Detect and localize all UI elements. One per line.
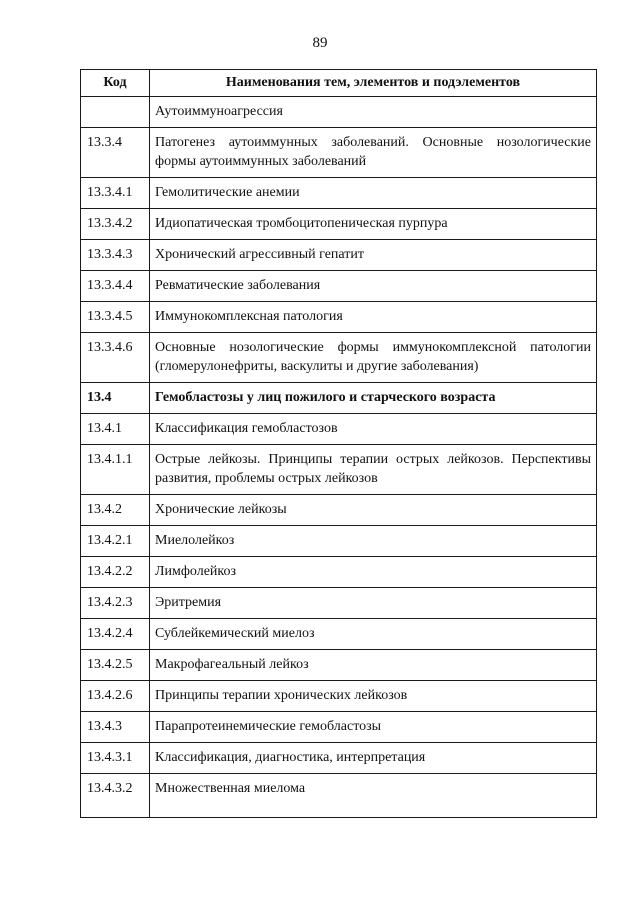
row-name: Гемолитические анемии [150, 178, 597, 209]
row-name: Эритремия [150, 588, 597, 619]
row-code: 13.3.4 [81, 128, 150, 178]
row-name: Множественная миелома [150, 774, 597, 818]
table-row [81, 333, 597, 383]
table-row [81, 526, 597, 557]
column-header-name: Наименования тем, элементов и подэлементов [150, 70, 597, 97]
page-number: 89 [312, 35, 328, 51]
row-name: Гемобластозы у лиц пожилого и старческого возраста [150, 383, 597, 414]
row-code: 13.4.3.2 [81, 774, 150, 818]
row-code: 13.4.2.3 [81, 588, 150, 619]
table-row [81, 414, 597, 445]
row-name: Лимфолейкоз [150, 557, 597, 588]
table-header-row [81, 70, 597, 97]
row-code: 13.3.4.6 [81, 333, 150, 383]
table-row [81, 271, 597, 302]
row-name: Идиопатическая тромбоцитопеническая пурпура [150, 209, 597, 240]
row-code: 13.4.3 [81, 712, 150, 743]
row-name: Макрофагеальный лейкоз [150, 650, 597, 681]
table-row [81, 588, 597, 619]
table-row [81, 743, 597, 774]
topics-table [80, 69, 597, 818]
table-row [81, 495, 597, 526]
row-code: 13.3.4.2 [81, 209, 150, 240]
table-header [81, 70, 597, 97]
row-code: 13.3.4.4 [81, 271, 150, 302]
table-row [81, 383, 597, 414]
row-name: Принципы терапии хронических лейкозов [150, 681, 597, 712]
row-code: 13.4.1.1 [81, 445, 150, 495]
row-code: 13.4.2.6 [81, 681, 150, 712]
row-name: Парапротеинемические гемобластозы [150, 712, 597, 743]
table-row [81, 128, 597, 178]
row-name: Аутоиммуноагрессия [150, 97, 597, 128]
row-name: Патогенез аутоиммунных заболеваний. Основные нозологические формы аутоиммунных заболеваний [150, 128, 597, 178]
row-code: 13.4.1 [81, 414, 150, 445]
table-row [81, 209, 597, 240]
row-code: 13.3.4.5 [81, 302, 150, 333]
table-row [81, 650, 597, 681]
row-code: 13.4.2.5 [81, 650, 150, 681]
table-row [81, 240, 597, 271]
table-row [81, 619, 597, 650]
row-name: Сублейкемический миелоз [150, 619, 597, 650]
table-row [81, 557, 597, 588]
row-name: Ревматические заболевания [150, 271, 597, 302]
row-code: 13.4.2.4 [81, 619, 150, 650]
row-code [81, 97, 150, 128]
table-row [81, 302, 597, 333]
table-row [81, 712, 597, 743]
table-row [81, 97, 597, 128]
table-body [81, 97, 597, 818]
row-code: 13.4.2.2 [81, 557, 150, 588]
row-code: 13.4.2.1 [81, 526, 150, 557]
table-row [81, 774, 597, 818]
row-code: 13.4 [81, 383, 150, 414]
row-name: Классификация, диагностика, интерпретация [150, 743, 597, 774]
row-name: Хронические лейкозы [150, 495, 597, 526]
row-name: Классификация гемобластозов [150, 414, 597, 445]
row-code: 13.3.4.3 [81, 240, 150, 271]
row-name: Иммунокомплексная патология [150, 302, 597, 333]
row-code: 13.4.3.1 [81, 743, 150, 774]
row-name: Хронический агрессивный гепатит [150, 240, 597, 271]
column-header-code: Код [81, 70, 150, 97]
table-row [81, 178, 597, 209]
row-name: Острые лейкозы. Принципы терапии острых лейкозов. Перспективы развития, проблемы острых лейкозов [150, 445, 597, 495]
row-code: 13.4.2 [81, 495, 150, 526]
table-row [81, 445, 597, 495]
row-code: 13.3.4.1 [81, 178, 150, 209]
row-name: Основные нозологические формы иммунокомплексной патологии (гломерулонефриты, васкулиты и другие заболевания) [150, 333, 597, 383]
table-row [81, 681, 597, 712]
row-name: Миелолейкоз [150, 526, 597, 557]
